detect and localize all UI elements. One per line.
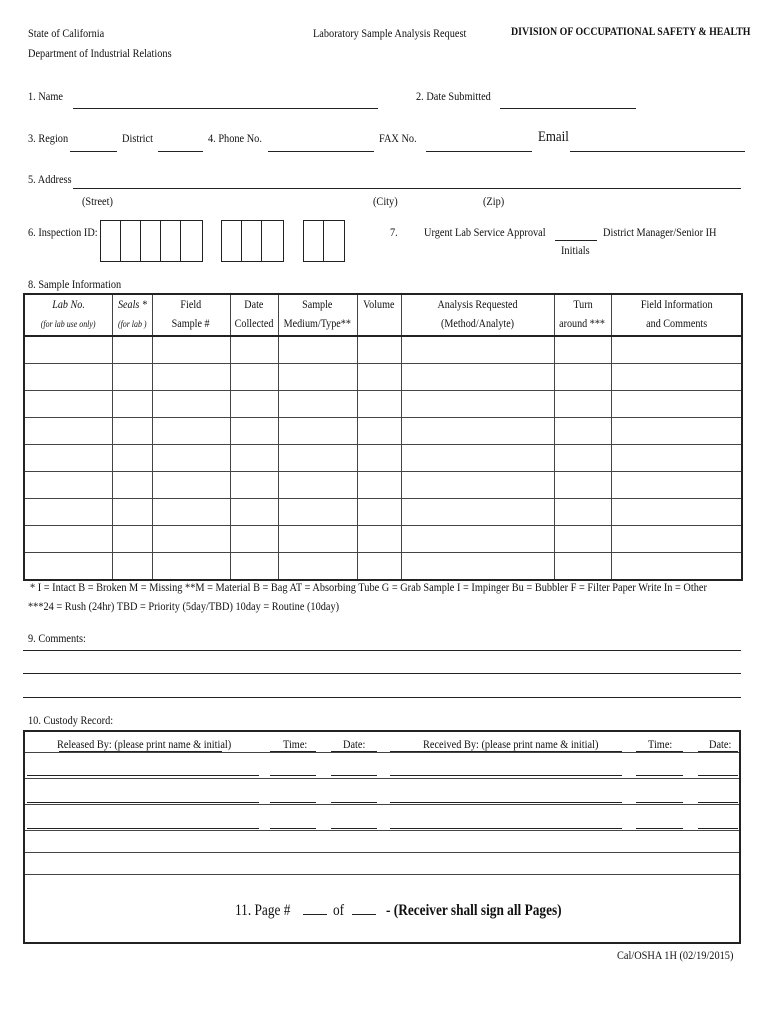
table-row: [24, 336, 742, 364]
custody-entry-field[interactable]: [270, 802, 316, 803]
table-cell[interactable]: [357, 499, 401, 526]
table-cell[interactable]: [611, 499, 742, 526]
custody-entry-field[interactable]: [698, 802, 738, 803]
sample-section-title: 8. Sample Information: [28, 277, 122, 291]
sample-col-header-line1: Analysis Requested: [437, 299, 518, 311]
table-cell[interactable]: [401, 418, 554, 445]
table-cell[interactable]: [611, 472, 742, 499]
sample-col-header-line1: Field Information: [640, 299, 713, 311]
custody-entry-field[interactable]: [331, 802, 377, 803]
inspection-id-label: 6. Inspection ID:: [28, 225, 98, 239]
page-prefix: 11. Page #: [235, 902, 291, 919]
custody-row-divider: [25, 804, 739, 805]
manager-label: District Manager/Senior IH: [603, 225, 717, 239]
table-cell[interactable]: [554, 499, 611, 526]
custody-entry-field[interactable]: [698, 828, 738, 829]
table-cell[interactable]: [230, 336, 278, 364]
fax-field[interactable]: [426, 151, 532, 152]
table-cell[interactable]: [554, 364, 611, 391]
sample-col-header-line2: (Method/Analyte): [440, 318, 515, 330]
table-cell[interactable]: [611, 445, 742, 472]
table-row: [24, 499, 742, 526]
table-cell[interactable]: [230, 553, 278, 581]
table-cell[interactable]: [230, 391, 278, 418]
table-cell[interactable]: [357, 364, 401, 391]
address-label: 5. Address: [28, 172, 72, 186]
table-row: [24, 364, 742, 391]
sample-col-header-line1: Sample: [302, 299, 333, 311]
phone-field[interactable]: [268, 151, 374, 152]
district-field[interactable]: [158, 151, 203, 152]
sample-col-header: [152, 294, 230, 336]
city-label: (City): [373, 194, 398, 208]
table-cell[interactable]: [152, 391, 230, 418]
table-cell[interactable]: [554, 526, 611, 553]
table-cell[interactable]: [611, 553, 742, 581]
table-cell[interactable]: [278, 364, 357, 391]
table-row: [24, 472, 742, 499]
division-title: DIVISION OF OCCUPATIONAL SAFETY & HEALTH: [511, 26, 751, 38]
table-cell[interactable]: [24, 526, 112, 553]
table-cell[interactable]: [230, 526, 278, 553]
table-cell[interactable]: [230, 499, 278, 526]
table-cell[interactable]: [112, 553, 152, 581]
street-label: (Street): [82, 194, 113, 208]
email-field[interactable]: [570, 151, 745, 152]
table-cell[interactable]: [152, 364, 230, 391]
table-cell[interactable]: [24, 499, 112, 526]
custody-entry-field[interactable]: [390, 828, 622, 829]
table-cell[interactable]: [152, 526, 230, 553]
page-of: of: [333, 902, 345, 919]
table-cell[interactable]: [112, 364, 152, 391]
sample-col-header-line2: Collected: [234, 318, 274, 330]
table-cell[interactable]: [357, 553, 401, 581]
table-cell[interactable]: [357, 418, 401, 445]
table-cell[interactable]: [611, 364, 742, 391]
table-cell[interactable]: [611, 418, 742, 445]
custody-record: [23, 730, 741, 944]
table-cell[interactable]: [554, 336, 611, 364]
table-cell[interactable]: [230, 472, 278, 499]
table-cell[interactable]: [24, 445, 112, 472]
sample-col-header-line1: Volume: [363, 299, 395, 311]
table-cell[interactable]: [112, 445, 152, 472]
table-cell[interactable]: [357, 391, 401, 418]
table-cell[interactable]: [112, 336, 152, 364]
table-row: [24, 553, 742, 581]
table-cell[interactable]: [112, 472, 152, 499]
table-cell[interactable]: [278, 418, 357, 445]
legend-line-2: ***24 = Rush (24hr) TBD = Priority (5day/TBD) 10day = Routine (10day): [28, 599, 340, 613]
sample-col-header: [611, 294, 742, 336]
table-cell[interactable]: [278, 526, 357, 553]
region-field[interactable]: [70, 151, 117, 152]
table-cell[interactable]: [554, 418, 611, 445]
table-row: [24, 445, 742, 472]
agency-line-1: State of California: [28, 26, 105, 40]
urgent-number: 7.: [390, 225, 398, 239]
table-cell[interactable]: [112, 526, 152, 553]
sample-col-header-line2: (for lab ): [117, 319, 147, 329]
district-label: District: [122, 131, 153, 145]
table-row: [24, 526, 742, 553]
received-by-header: Received By: (please print name & initial): [423, 737, 599, 751]
table-cell[interactable]: [357, 472, 401, 499]
form-code: Cal/OSHA 1H (02/19/2015): [617, 948, 734, 962]
sample-col-header: [24, 294, 112, 336]
page-count-line: [235, 902, 590, 920]
fax-label: FAX No.: [379, 131, 417, 145]
table-cell[interactable]: [554, 445, 611, 472]
inspection-id-boxes-3[interactable]: [303, 220, 345, 262]
custody-entry-field[interactable]: [390, 775, 622, 776]
table-cell[interactable]: [554, 472, 611, 499]
sample-col-header: [554, 294, 611, 336]
form-title: Laboratory Sample Analysis Request: [313, 26, 467, 40]
date-submitted-label: 2. Date Submitted: [416, 89, 491, 103]
region-label: 3. Region: [28, 131, 69, 145]
table-cell[interactable]: [611, 336, 742, 364]
sample-col-header-line2: (for lab use only): [40, 319, 96, 329]
table-cell[interactable]: [278, 391, 357, 418]
urgent-initials-field[interactable]: [555, 240, 597, 241]
page-suffix: - (Receiver shall sign all Pages): [385, 902, 562, 919]
table-cell[interactable]: [401, 445, 554, 472]
table-cell[interactable]: [357, 526, 401, 553]
page-number-field[interactable]: [303, 914, 327, 915]
sample-col-header: [357, 294, 401, 336]
table-cell[interactable]: [401, 472, 554, 499]
custody-entry-field[interactable]: [27, 828, 259, 829]
date-header-1: Date:: [343, 737, 366, 751]
comments-line-2[interactable]: [23, 673, 741, 674]
custody-title: 10. Custody Record:: [28, 713, 114, 727]
sample-col-header-line1: Lab No.: [51, 299, 85, 311]
date-header-2: Date:: [709, 737, 732, 751]
table-cell[interactable]: [401, 364, 554, 391]
table-cell[interactable]: [611, 526, 742, 553]
table-cell[interactable]: [152, 336, 230, 364]
custody-row-divider: [25, 778, 739, 779]
initials-label: Initials: [561, 243, 590, 257]
sample-col-header-line1: Turn: [572, 299, 593, 311]
sample-col-header: [278, 294, 357, 336]
table-cell[interactable]: [24, 336, 112, 364]
sample-table-header: [24, 294, 742, 336]
table-cell[interactable]: [24, 364, 112, 391]
sample-table: [23, 293, 743, 581]
table-cell[interactable]: [152, 445, 230, 472]
table-cell[interactable]: [152, 472, 230, 499]
custody-entry-field[interactable]: [331, 828, 377, 829]
comments-line-1[interactable]: [23, 650, 741, 651]
phone-label: 4. Phone No.: [208, 131, 262, 145]
custody-entry-field[interactable]: [270, 828, 316, 829]
table-cell[interactable]: [152, 418, 230, 445]
table-cell[interactable]: [112, 499, 152, 526]
custody-entry-field[interactable]: [636, 775, 683, 776]
page-total-field[interactable]: [352, 914, 376, 915]
released-by-header: Released By: (please print name & initial): [57, 737, 232, 751]
legend-line-1: * I = Intact B = Broken M = Missing **M = Material B = Bag AT = Absorbing Tube G = Grab Sample I = Impinger Bu = Bubbler F = Filter Paper Write In = Other: [30, 580, 707, 594]
table-cell[interactable]: [357, 336, 401, 364]
name-field[interactable]: [73, 108, 378, 109]
table-cell[interactable]: [401, 336, 554, 364]
custody-row-divider: [25, 852, 739, 853]
custody-entry-field[interactable]: [390, 802, 622, 803]
table-row: [24, 418, 742, 445]
sample-col-header-line2: Medium/Type**: [283, 318, 352, 330]
sample-col-header: [401, 294, 554, 336]
table-cell[interactable]: [24, 553, 112, 581]
comments-line-3[interactable]: [23, 697, 741, 698]
table-cell[interactable]: [554, 553, 611, 581]
time-header-2: Time:: [648, 737, 673, 751]
custody-entry-field[interactable]: [27, 775, 259, 776]
date-submitted-field[interactable]: [500, 108, 636, 109]
table-cell[interactable]: [112, 418, 152, 445]
table-cell[interactable]: [401, 526, 554, 553]
table-cell[interactable]: [278, 472, 357, 499]
sample-col-header-line2: and Comments: [645, 318, 707, 330]
email-label: Email: [538, 129, 569, 145]
sample-col-header: [112, 294, 152, 336]
table-row: [24, 391, 742, 418]
sample-col-header-line1: Date: [244, 299, 264, 311]
time-header-1: Time:: [283, 737, 308, 751]
sample-col-header: [230, 294, 278, 336]
sample-col-header-line2: Sample #: [172, 318, 210, 330]
table-cell[interactable]: [230, 364, 278, 391]
table-cell[interactable]: [230, 418, 278, 445]
table-cell[interactable]: [24, 418, 112, 445]
table-cell[interactable]: [278, 499, 357, 526]
table-cell[interactable]: [278, 336, 357, 364]
table-cell[interactable]: [152, 553, 230, 581]
table-cell[interactable]: [401, 499, 554, 526]
comments-label: 9. Comments:: [28, 631, 86, 645]
table-cell[interactable]: [24, 472, 112, 499]
sample-col-header-line1: Seals *: [117, 299, 147, 311]
table-cell[interactable]: [611, 391, 742, 418]
sample-col-header-line1: Field: [180, 299, 202, 311]
table-cell[interactable]: [24, 391, 112, 418]
custody-entry-field[interactable]: [331, 775, 377, 776]
custody-entry-field[interactable]: [636, 802, 683, 803]
table-cell[interactable]: [357, 445, 401, 472]
custody-entry-field[interactable]: [27, 802, 259, 803]
custody-row-divider: [25, 830, 739, 831]
zip-label: (Zip): [483, 194, 505, 208]
table-cell[interactable]: [554, 391, 611, 418]
table-cell[interactable]: [278, 553, 357, 581]
table-cell[interactable]: [230, 445, 278, 472]
table-cell[interactable]: [112, 391, 152, 418]
inspection-id-boxes-1[interactable]: [100, 220, 203, 262]
table-cell[interactable]: [152, 499, 230, 526]
table-cell[interactable]: [401, 553, 554, 581]
urgent-label: Urgent Lab Service Approval: [424, 225, 546, 239]
custody-entry-field[interactable]: [636, 828, 683, 829]
name-label: 1. Name: [28, 89, 63, 103]
table-cell[interactable]: [278, 445, 357, 472]
sample-col-header-line2: around ***: [559, 318, 606, 330]
inspection-id-boxes-2[interactable]: [221, 220, 284, 262]
agency-line-2: Department of Industrial Relations: [28, 46, 172, 60]
table-cell[interactable]: [401, 391, 554, 418]
address-field[interactable]: [73, 188, 741, 189]
custody-entry-field[interactable]: [698, 775, 738, 776]
custody-row-divider: [25, 752, 739, 753]
custody-entry-field[interactable]: [270, 775, 316, 776]
